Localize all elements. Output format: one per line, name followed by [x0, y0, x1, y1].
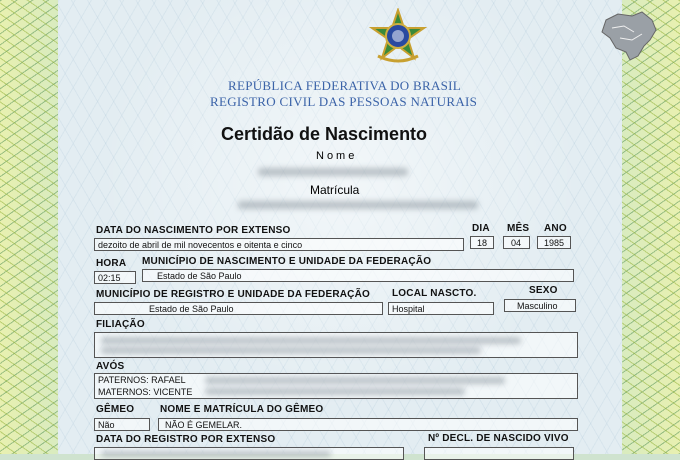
gemeo-nome-value: NÃO É GEMELAR. — [165, 420, 243, 430]
municipio-reg-label: MUNICÍPIO DE REGISTRO E UNIDADE DA FEDERAÇÃO — [96, 289, 371, 300]
dnv-label: Nº DECL. DE NASCIDO VIVO — [428, 433, 569, 444]
avos-redacted-1 — [205, 377, 505, 384]
brazil-map-icon — [598, 10, 660, 62]
sexo-value: Masculino — [517, 301, 558, 311]
hora-box — [94, 271, 136, 284]
data-extenso-label: DATA DO NASCIMENTO POR EXTENSO — [96, 225, 291, 236]
filiacao-label: FILIAÇÃO — [96, 319, 145, 330]
mes-value: 04 — [511, 238, 522, 248]
gemeo-value: Não — [98, 420, 115, 430]
nome-redacted — [258, 168, 408, 176]
avos-redacted-2 — [205, 388, 465, 395]
matricula-redacted — [238, 201, 478, 209]
left-guilloche-border — [0, 0, 60, 454]
header-republica: REPÚBLICA FEDERATIVA DO BRASIL — [228, 78, 462, 93]
dia-box — [470, 236, 494, 249]
gemeo-nome-label: NOME E MATRÍCULA DO GÊMEO — [160, 404, 324, 415]
nome-label: Nome — [316, 150, 358, 162]
filiacao-redacted-2 — [101, 347, 481, 354]
ano-label: ANO — [544, 223, 567, 234]
coat-of-arms-icon — [368, 8, 428, 68]
municipio-reg-value: Estado de São Paulo — [149, 304, 234, 314]
dia-label: DIA — [472, 223, 490, 234]
certificate-sheet — [58, 0, 622, 454]
municipio-nasc-label: MUNICÍPIO DE NASCIMENTO E UNIDADE DA FEDERAÇÃO — [142, 256, 432, 267]
ano-value: 1985 — [544, 238, 565, 248]
mes-box — [503, 236, 530, 249]
local-box — [388, 302, 494, 315]
document-title: Certidão de Nascimento — [221, 124, 428, 144]
gemeo-label: GÊMEO — [96, 404, 135, 415]
data-extenso-value: dezoito de abril de mil novecentos e oitenta e cinco — [98, 240, 303, 250]
avos-paternos: PATERNOS: RAFAEL — [98, 375, 186, 385]
hora-value: 02:15 — [98, 273, 121, 283]
municipio-reg-box — [94, 302, 383, 315]
matricula-label: Matrícula — [310, 183, 360, 197]
header-registro-civil: REGISTRO CIVIL DAS PESSOAS NATURAIS — [210, 94, 478, 109]
filiacao-box — [94, 332, 578, 358]
hora-label: HORA — [96, 258, 127, 269]
right-guilloche-border — [620, 0, 680, 454]
gemeo-box — [94, 418, 150, 431]
ano-box — [537, 236, 571, 249]
mes-label: MÊS — [507, 223, 530, 234]
local-label: LOCAL NASCTO. — [392, 288, 477, 299]
avos-maternos: MATERNOS: VICENTE — [98, 387, 193, 397]
municipio-nasc-box — [142, 269, 574, 282]
data-extenso-box — [94, 238, 464, 251]
filiacao-redacted-1 — [101, 337, 521, 344]
avos-box — [94, 373, 578, 399]
avos-label: AVÓS — [96, 361, 125, 372]
dia-value: 18 — [477, 238, 488, 248]
data-registro-redacted — [101, 451, 331, 457]
sexo-box — [504, 299, 576, 312]
local-value: Hospital — [392, 304, 425, 314]
sexo-label: SEXO — [529, 285, 558, 296]
data-registro-label: DATA DO REGISTRO POR EXTENSO — [96, 434, 276, 445]
municipio-nasc-value: Estado de São Paulo — [157, 271, 242, 281]
gemeo-nome-box — [158, 418, 578, 431]
